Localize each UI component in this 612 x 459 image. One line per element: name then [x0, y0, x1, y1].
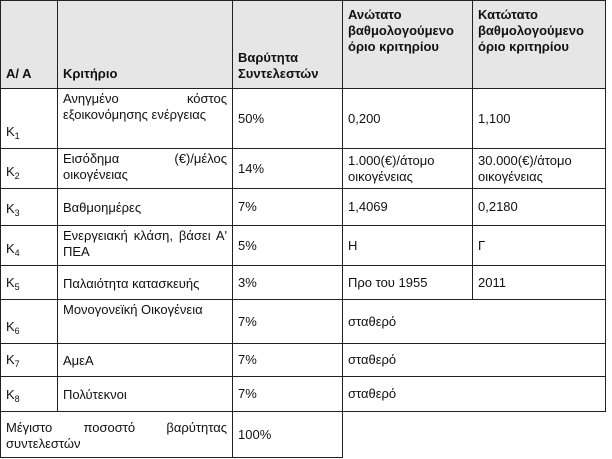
row-id: $K_4$: [1, 226, 58, 266]
row-id: $K_7$: [1, 344, 58, 377]
criterion-cell: Ενεργειακή κλάση, βάσει Α' ΠΕΑ: [58, 226, 233, 266]
upper-limit-cell: 1.000(€)/άτομο οικογένειας: [343, 149, 473, 189]
table-row: [1, 189, 606, 226]
footer-row: [1, 412, 606, 458]
table-row: [1, 149, 606, 189]
table-row: [1, 266, 606, 300]
header-upper-limit: Ανώτατο βαθμολογούμενο όριο κριτηρίου: [343, 1, 473, 89]
lower-limit-cell: Γ: [473, 226, 606, 266]
lower-limit-cell: 2011: [473, 266, 606, 300]
header-aa: Α/ Α: [1, 1, 58, 89]
upper-limit-cell: 0,200: [343, 89, 473, 149]
table-row: [1, 89, 606, 149]
criterion-cell: Πολύτεκνοι: [58, 377, 233, 412]
lower-limit-cell: 30.000(€)/άτομο οικογένειας: [473, 149, 606, 189]
criterion-cell: Παλαιότητα κατασκευής: [58, 266, 233, 300]
table-row: [1, 377, 606, 412]
upper-limit-cell: Προ του 1955: [343, 266, 473, 300]
criterion-cell: Εισόδημα (€)/μέλος οικογένειας: [58, 149, 233, 189]
weight-cell: 50%: [233, 89, 343, 149]
header-row: [1, 1, 606, 89]
table-row: [1, 344, 606, 377]
table-row: [1, 300, 606, 344]
weight-cell: 14%: [233, 149, 343, 189]
fixed-value-cell: σταθερό: [343, 377, 606, 412]
upper-limit-cell: Η: [343, 226, 473, 266]
row-id: $K_1$: [1, 89, 58, 149]
lower-limit-cell: 0,2180: [473, 189, 606, 226]
fixed-value-cell: σταθερό: [343, 344, 606, 377]
max-weight-label: Μέγιστο ποσοστό βαρύτητας συντελεστών: [1, 412, 233, 458]
row-id: $K_3$: [1, 189, 58, 226]
header-criterion: Κριτήριο: [58, 1, 233, 89]
criterion-cell: Ανηγμένο κόστος εξοικονόμησης ενέργειας: [58, 89, 233, 149]
weight-cell: 5%: [233, 226, 343, 266]
header-lower-limit: Κατώτατο βαθμολογούμενο όριο κριτηρίου: [473, 1, 606, 89]
max-weight-value: 100%: [233, 412, 343, 458]
header-weight: Βαρύτητα Συντελεστών: [233, 1, 343, 89]
empty-cell: [343, 412, 606, 458]
row-id: $K_2$: [1, 149, 58, 189]
weight-cell: 3%: [233, 266, 343, 300]
weight-cell: 7%: [233, 300, 343, 344]
row-id: $K_5$: [1, 266, 58, 300]
table-row: [1, 226, 606, 266]
criterion-cell: ΑμεΑ: [58, 344, 233, 377]
row-id: $K_8$: [1, 377, 58, 412]
upper-limit-cell: 1,4069: [343, 189, 473, 226]
fixed-value-cell: σταθερό: [343, 300, 606, 344]
criterion-cell: Μονογονεϊκή Οικογένεια: [58, 300, 233, 344]
lower-limit-cell: 1,100: [473, 89, 606, 149]
weight-cell: 7%: [233, 189, 343, 226]
weight-cell: 7%: [233, 377, 343, 412]
weight-cell: 7%: [233, 344, 343, 377]
criterion-cell: Βαθμοημέρες: [58, 189, 233, 226]
row-id: $K_6$: [1, 300, 58, 344]
